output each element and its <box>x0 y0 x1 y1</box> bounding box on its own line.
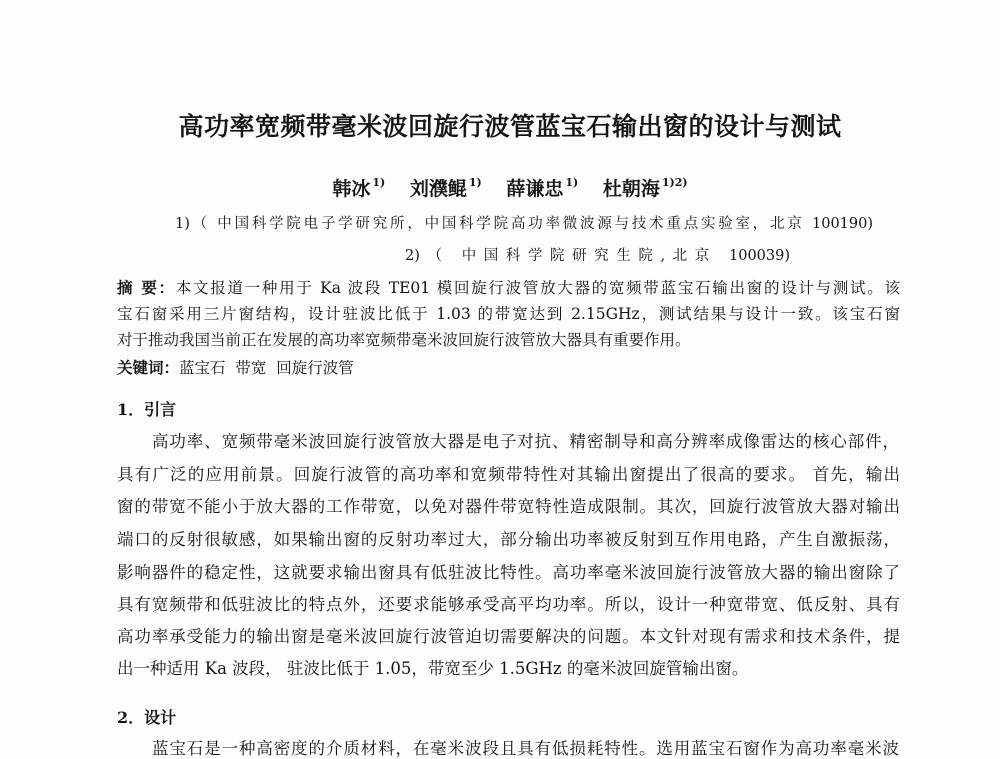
author-name: 薛谦忠 <box>506 178 564 200</box>
paragraph-line: 窗的带宽不能小于放大器的工作带宽，以免对器件带宽特性造成限制。其次，回旋行波管放大器对输出 <box>117 497 900 516</box>
affiliation-line: 2)（ 中国科学院研究生院,北京 100039) <box>405 248 790 264</box>
author-name: 杜朝海 <box>602 178 660 200</box>
section-heading: 1．引言 <box>117 400 177 419</box>
paragraph-line: 影响器件的稳定性，这就要求输出窗具有低驻波比特性。高功率毫米波回旋行波管放大器的输出窗除了 <box>117 563 900 582</box>
abstract-line: 宝石窗采用三片窗结构，设计驻波比低于 1.03 的带宽达到 2.15GHz，测试结果与设计一致。该宝石窗 <box>117 305 900 323</box>
keywords-label: 关键词： <box>117 358 180 377</box>
abstract-text: 本文报道一种用于 Ka 波段 TE01 模回旋行波管放大器的宽频带蓝宝石输出窗的设计与测试。该 <box>175 279 900 297</box>
author <box>332 171 385 201</box>
paragraph-line: 高功率承受能力的输出窗是毫米波回旋行波管迫切需要解决的问题。本文针对现有需求和技术条件，提 <box>117 627 900 646</box>
paragraph-line: 出一种适用 Ka 波段， 驻波比低于 1.05，带宽至少 1.5GHz 的毫米波回旋管输出窗。 <box>117 659 749 678</box>
affiliation-mark: 1)2) <box>661 176 688 189</box>
abstract-label: 摘 要： <box>117 278 176 297</box>
section-heading: 2．设计 <box>117 708 177 727</box>
affiliation-mark: 1) <box>372 176 386 189</box>
paragraph-line: 具有广泛的应用前景。回旋行波管的高功率和宽频带特性对其输出窗提出了很高的要求。 首先，输出 <box>117 465 900 484</box>
affiliation-mark: 1) <box>468 176 482 189</box>
keywords-text: 蓝宝石 带宽 回旋行波管 <box>179 359 354 377</box>
affiliation-line: 1)（ 中国科学院电子学研究所，中国科学院高功率微波源与技术重点实验室，北京 100190) <box>175 216 873 232</box>
author <box>410 171 482 201</box>
author-name: 刘濮鲲 <box>409 178 467 200</box>
affiliation-mark: 1) <box>565 176 579 189</box>
paragraph-line: 蓝宝石是一种高密度的介质材料，在毫米波段且具有低损耗特性。选用蓝宝石窗作为高功率毫米波 <box>152 739 899 758</box>
keywords-line <box>117 359 900 377</box>
abstract-line: 对于推动我国当前正在发展的高功率宽频带毫米波回旋行波管放大器具有重要作用。 <box>117 331 691 349</box>
author-name: 韩冰 <box>332 178 371 200</box>
abstract-line <box>117 279 900 297</box>
paragraph-line: 具有宽频带和低驻波比的特点外，还要求能够承受高平均功率。所以，设计一种宽带宽、低反射、具有 <box>117 595 900 614</box>
author <box>603 171 688 201</box>
author-list <box>20 171 1000 201</box>
paper-title: 高功率宽频带毫米波回旋行波管蓝宝石输出窗的设计与测试 <box>178 112 842 141</box>
author <box>506 171 578 201</box>
paragraph-line: 高功率、宽频带毫米波回旋行波管放大器是电子对抗、精密制导和高分辨率成像雷达的核心部件， <box>152 432 899 451</box>
paragraph-line: 端口的反射很敏感，如果输出窗的反射功率过大，部分输出功率被反射到互作用电路，产生自激振荡， <box>117 530 900 549</box>
